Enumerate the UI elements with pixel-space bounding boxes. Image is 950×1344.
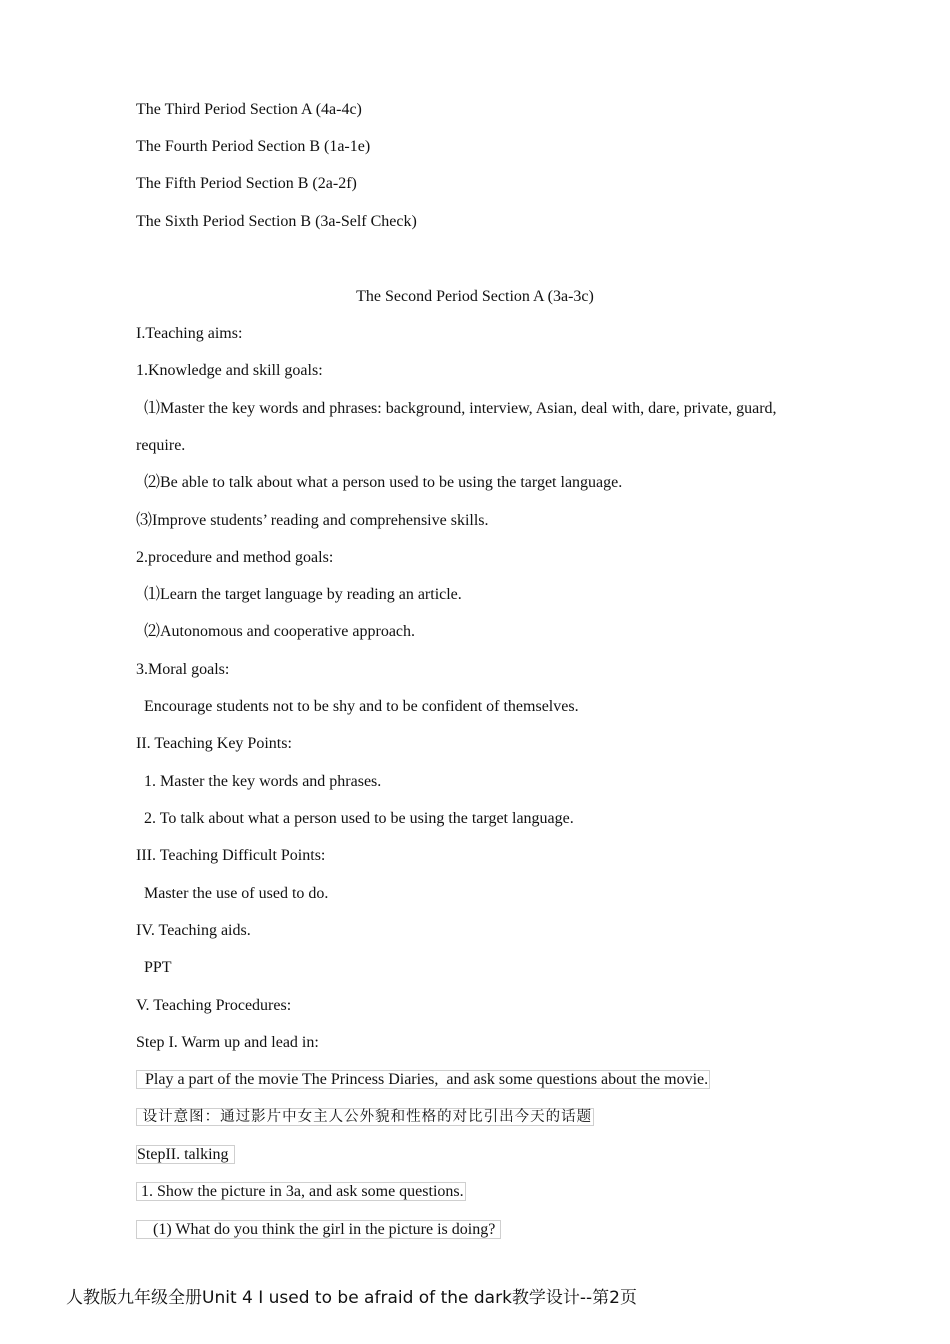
period-line-fourth: The Fourth Period Section B (1a-1e) — [136, 138, 371, 155]
question-line — [136, 1220, 501, 1240]
boxed-text: 设计意图：通过影片中女主人公外貌和性格的对比引出今天的话题 — [137, 1109, 593, 1125]
paragraph: Encourage students not to be shy and to be confident of themselves. — [136, 698, 579, 715]
boxed-text: Play a part of the movie The Princess Diaries, and ask some questions about the movie. — [137, 1071, 709, 1088]
list-item: ⑵Autonomous and cooperative approach. — [136, 623, 416, 640]
boxed-text: 1. Show the picture in 3a, and ask some questions. — [137, 1183, 464, 1200]
heading-teaching-aids: IV. Teaching aids. — [136, 922, 251, 939]
list-item-continuation: require. — [136, 437, 186, 454]
design-intent — [136, 1107, 594, 1127]
step-instruction — [136, 1070, 710, 1090]
list-item: 1. Master the key words and phrases. — [136, 773, 382, 790]
step-heading — [136, 1145, 235, 1165]
section-title: The Second Period Section A (3a-3c) — [356, 288, 594, 305]
subheading-moral-goals: 3.Moral goals: — [136, 661, 230, 678]
heading-teaching-aims: I.Teaching aims: — [136, 325, 243, 342]
paragraph: PPT — [136, 959, 172, 976]
period-line-fifth: The Fifth Period Section B (2a-2f) — [136, 175, 357, 192]
heading-key-points: II. Teaching Key Points: — [136, 735, 292, 752]
list-item: 2. To talk about what a person used to be using the target language. — [136, 810, 574, 827]
list-item: ⑴Learn the target language by reading an article. — [136, 586, 462, 603]
boxed-text: (1) What do you think the girl in the picture is doing? — [137, 1221, 500, 1238]
page-footer: 人教版九年级全册Unit 4 I used to be afraid of the dark教学设计--第2页 — [66, 1288, 638, 1308]
period-line-sixth: The Sixth Period Section B (3a-Self Check) — [136, 213, 417, 230]
subheading-knowledge-goals: 1.Knowledge and skill goals: — [136, 362, 323, 379]
list-item: ⑶Improve students’ reading and comprehensive skills. — [136, 512, 489, 529]
heading-difficult-points: III. Teaching Difficult Points: — [136, 847, 326, 864]
heading-procedures: V. Teaching Procedures: — [136, 997, 292, 1014]
paragraph: Master the use of used to do. — [136, 885, 329, 902]
step-heading: Step I. Warm up and lead in: — [136, 1034, 319, 1051]
step-instruction — [136, 1182, 466, 1202]
boxed-text: StepII. talking — [137, 1146, 233, 1163]
list-item: ⑴Master the key words and phrases: background, interview, Asian, deal with, dare, private, guard, — [136, 400, 777, 417]
list-item: ⑵Be able to talk about what a person used to be using the target language. — [136, 474, 623, 491]
period-line-third: The Third Period Section A (4a-4c) — [136, 101, 362, 118]
subheading-procedure-goals: 2.procedure and method goals: — [136, 549, 334, 566]
